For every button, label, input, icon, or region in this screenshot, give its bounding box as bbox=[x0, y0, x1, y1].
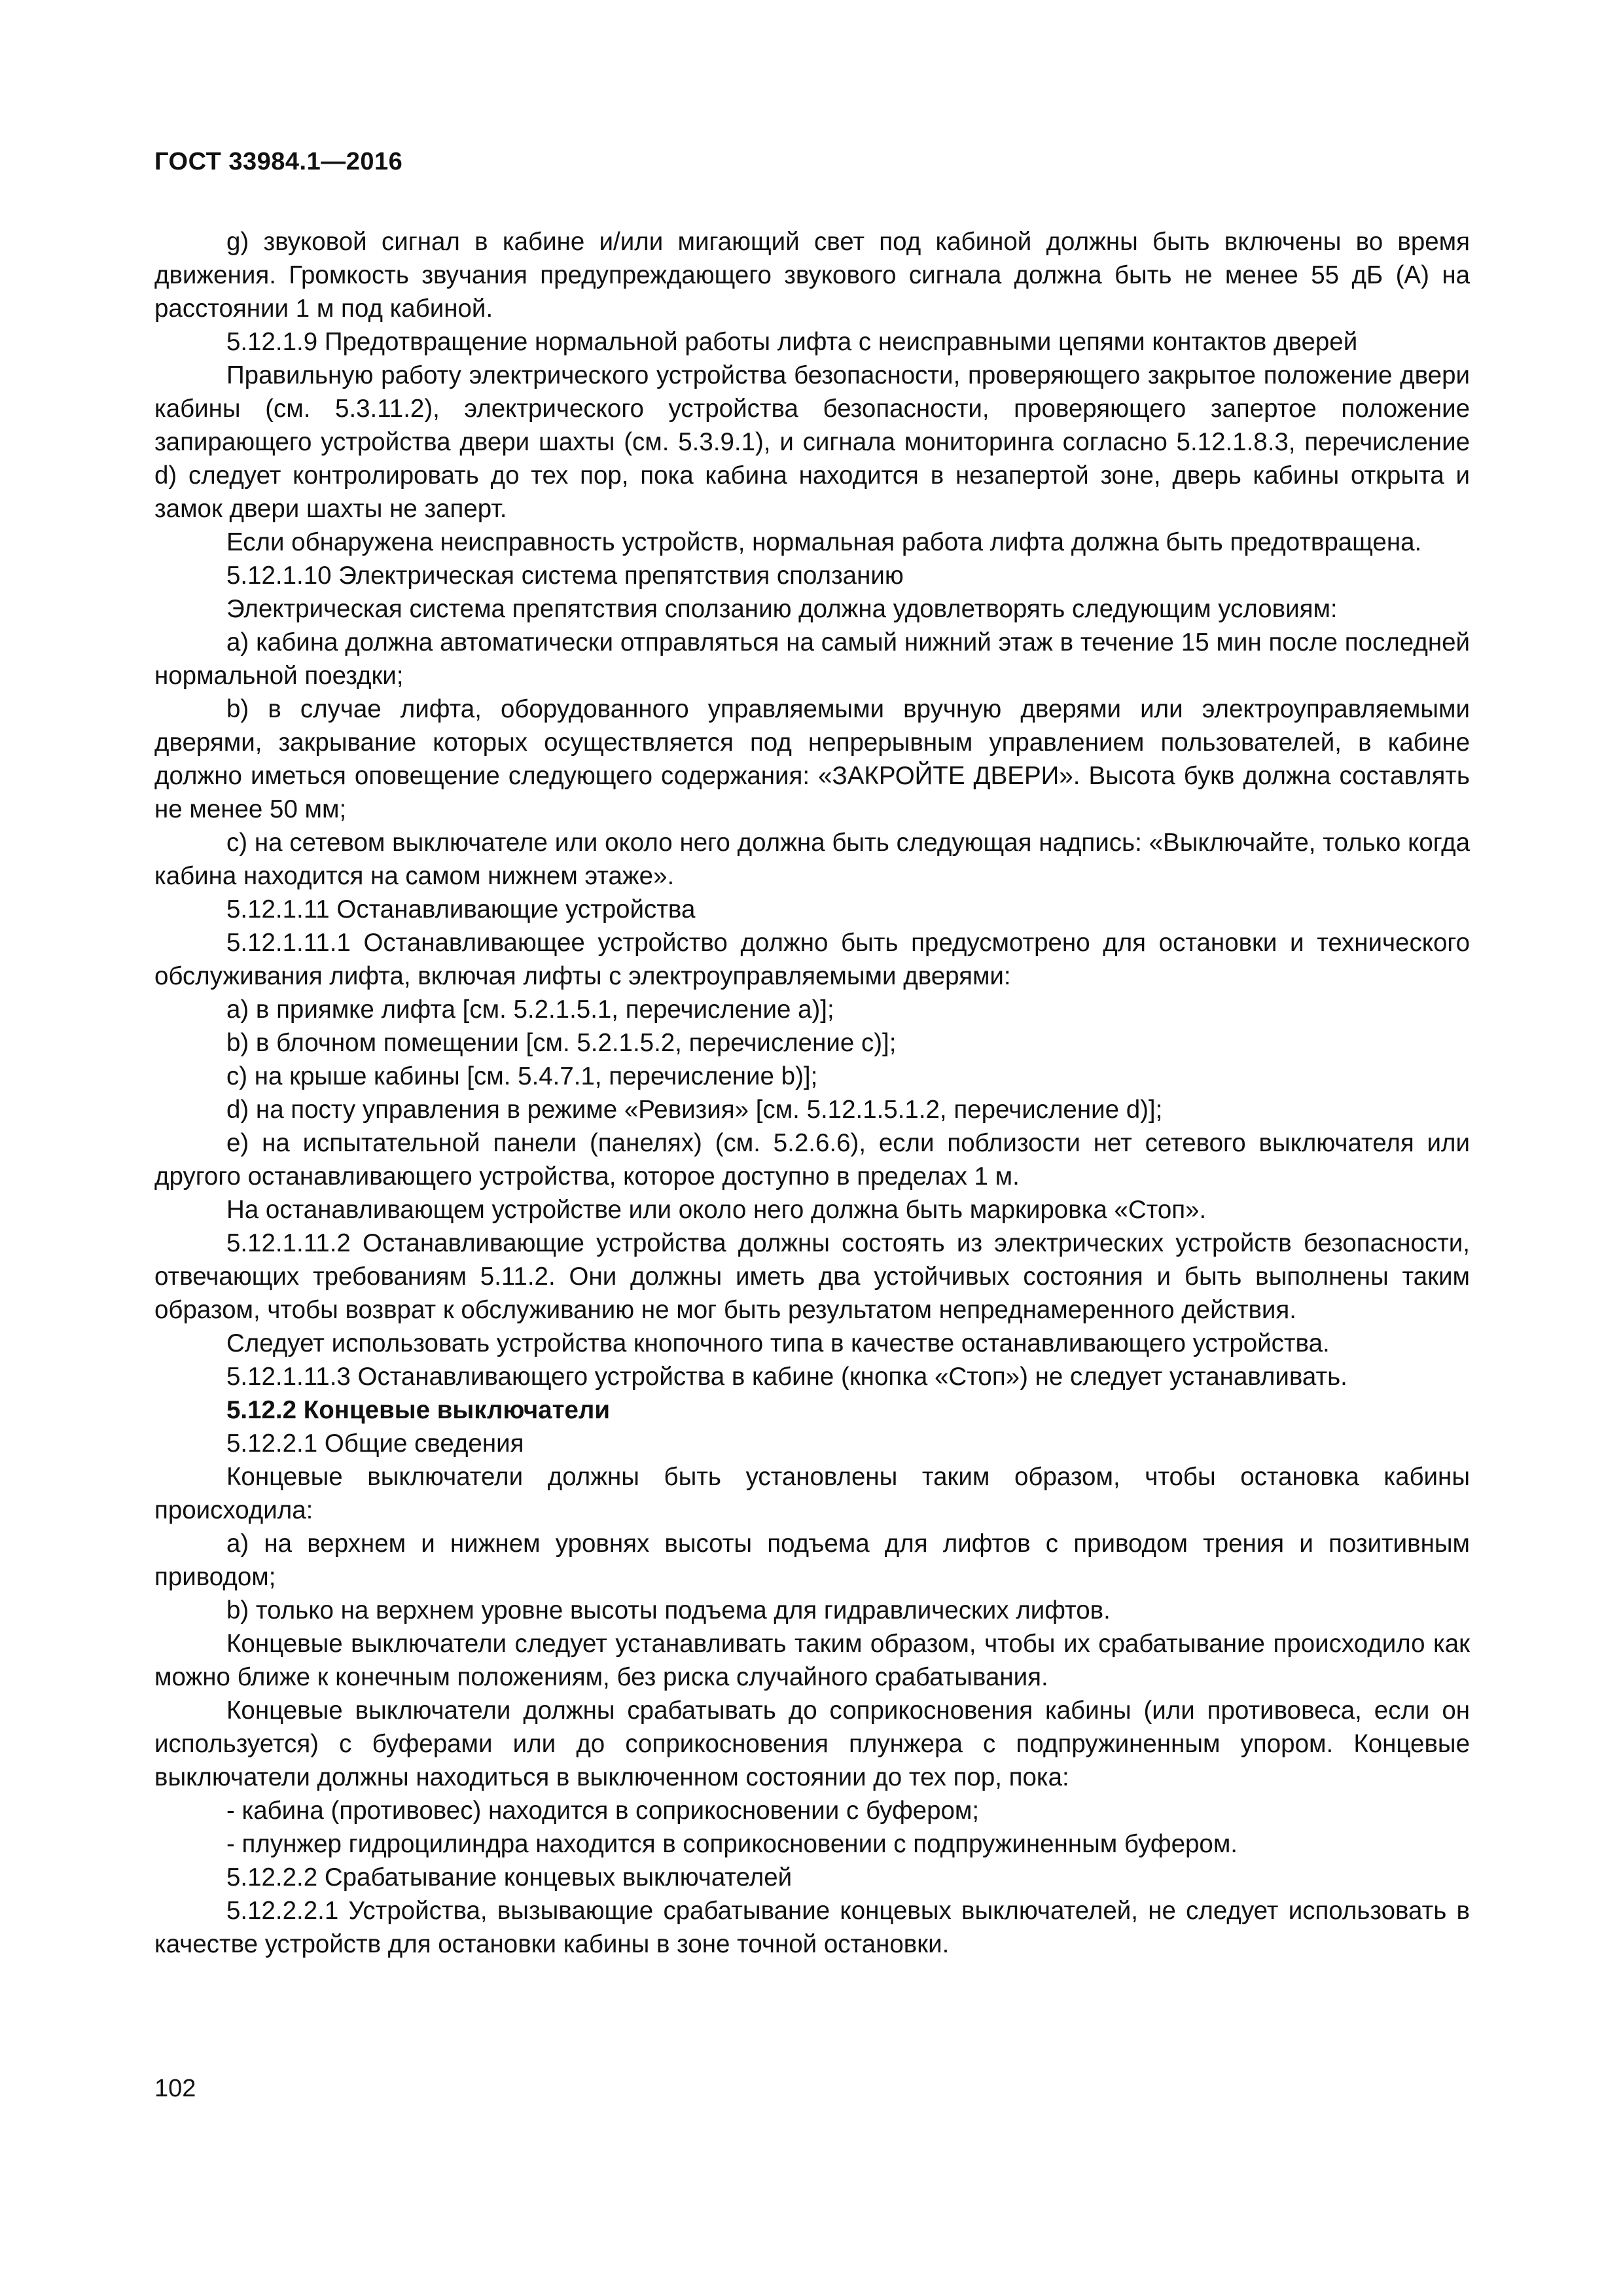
list-item: a) в приямке лифта [см. 5.2.1.5.1, перечисление a)]; bbox=[226, 996, 834, 1024]
document-body bbox=[154, 225, 1470, 1961]
section-heading: 5.12.1.9 Предотвращение нормальной работы лифта с неисправными цепями контактов дверей bbox=[226, 328, 1358, 356]
paragraph: Концевые выключатели должны срабатывать до соприкосновения кабины (или противовеса, если он используется) с буферами или до соприкосновения плунжера с подпружиненным упором. Концевые выключатели должны находиться в выключенном состоянии до тех пор, пока: bbox=[154, 1696, 1470, 1791]
list-item: c) на сетевом выключателе или около него должна быть следующая надпись: «Выключайте, только когда кабина находится на самом нижнем этаже». bbox=[154, 829, 1470, 890]
section-heading: 5.12.2.1 Общие сведения bbox=[226, 1429, 524, 1458]
section-heading: 5.12.2.2 Срабатывание концевых выключателей bbox=[226, 1863, 793, 1892]
section-title: 5.12.2 Концевые выключатели bbox=[226, 1396, 611, 1424]
list-item: a) на верхнем и нижнем уровнях высоты подъема для лифтов с приводом трения и позитивным приводом; bbox=[154, 1530, 1470, 1591]
paragraph: Правильную работу электрического устройства безопасности, проверяющего закрытое положение двери кабины (см. 5.3.11.2), электрического устройства безопасности, проверяющего запертое положение запирающего устройства двери шахты (см. 5.3.9.1), и сигнала мониторинга согласно 5.12.1.8.3, перечисление d) следует контролировать до тех пор, пока кабина находится в незапертой зоне, дверь кабины открыта и замок двери шахты не заперт. bbox=[154, 361, 1470, 523]
paragraph: Электрическая система препятствия сползанию должна удовлетворять следующим условиям: bbox=[226, 595, 1338, 623]
paragraph: На останавливающем устройстве или около него должна быть маркировка «Стоп». bbox=[226, 1196, 1207, 1224]
page-number: 102 bbox=[154, 2075, 196, 2102]
paragraph: Следует использовать устройства кнопочного типа в качестве останавливающего устройства. bbox=[226, 1329, 1330, 1357]
paragraph: 5.12.1.11.3 Останавливающего устройства в кабине (кнопка «Стоп») не следует устанавливать. bbox=[226, 1363, 1347, 1391]
paragraph: g) звуковой сигнал в кабине и/или мигающий свет под кабиной должны быть включены во время движения. Громкость звучания предупреждающего звукового сигнала должна быть не менее 55 дБ (А) на расстоянии 1 м под кабиной. bbox=[154, 228, 1470, 323]
list-item: b) в блочном помещении [см. 5.2.1.5.2, перечисление c)]; bbox=[226, 1029, 897, 1057]
section-heading: 5.12.1.10 Электрическая система препятствия сползанию bbox=[226, 562, 904, 590]
paragraph: Концевые выключатели должны быть установлены таким образом, чтобы остановка кабины происходила: bbox=[154, 1463, 1470, 1524]
dash-list-item: - плунжер гидроцилиндра находится в соприкосновении с подпружиненным буфером. bbox=[226, 1830, 1238, 1858]
list-item: d) на посту управления в режиме «Ревизия» [см. 5.12.1.5.1.2, перечисление d)]; bbox=[226, 1096, 1163, 1124]
list-item: c) на крыше кабины [см. 5.4.7.1, перечисление b)]; bbox=[226, 1062, 818, 1090]
standard-header: ГОСТ 33984.1—2016 bbox=[154, 148, 403, 175]
paragraph: Если обнаружена неисправность устройств, нормальная работа лифта должна быть предотвращена. bbox=[226, 528, 1422, 556]
section-heading: 5.12.1.11 Останавливающие устройства bbox=[226, 895, 696, 924]
list-item: b) только на верхнем уровне высоты подъема для гидравлических лифтов. bbox=[226, 1596, 1111, 1624]
paragraph: Концевые выключатели следует устанавливать таким образом, чтобы их срабатывание происходило как можно ближе к конечным положениям, без риска случайного срабатывания. bbox=[154, 1630, 1470, 1691]
list-item: e) на испытательной панели (панелях) (см. 5.2.6.6), если поблизости нет сетевого выключателя или другого останавливающего устройства, которое доступно в пределах 1 м. bbox=[154, 1129, 1470, 1191]
list-item: a) кабина должна автоматически отправляться на самый нижний этаж в течение 15 мин после последней нормальной поездки; bbox=[154, 628, 1470, 690]
dash-list-item: - кабина (противовес) находится в соприкосновении с буфером; bbox=[226, 1797, 980, 1825]
paragraph: 5.12.2.2.1 Устройства, вызывающие срабатывание концевых выключателей, не следует использовать в качестве устройств для остановки кабины в зоне точной остановки. bbox=[154, 1897, 1470, 1958]
paragraph: 5.12.1.11.1 Останавливающее устройство должно быть предусмотрено для остановки и технического обслуживания лифта, включая лифты с электроуправляемыми дверями: bbox=[154, 929, 1470, 990]
list-item: b) в случае лифта, оборудованного управляемыми вручную дверями или электроуправляемыми дверями, закрывание которых осуществляется под непрерывным управлением пользователей, в кабине должно иметься оповещение следующего содержания: «ЗАКРОЙТЕ ДВЕРИ». Высота букв должна составлять не менее 50 мм; bbox=[154, 695, 1470, 823]
paragraph: 5.12.1.11.2 Останавливающие устройства должны состоять из электрических устройств безопасности, отвечающих требованиям 5.11.2. Они должны иметь два устойчивых состояния и быть выполнены таким образом, чтобы возврат к обслуживанию не мог быть результатом непреднамеренного действия. bbox=[154, 1229, 1470, 1324]
